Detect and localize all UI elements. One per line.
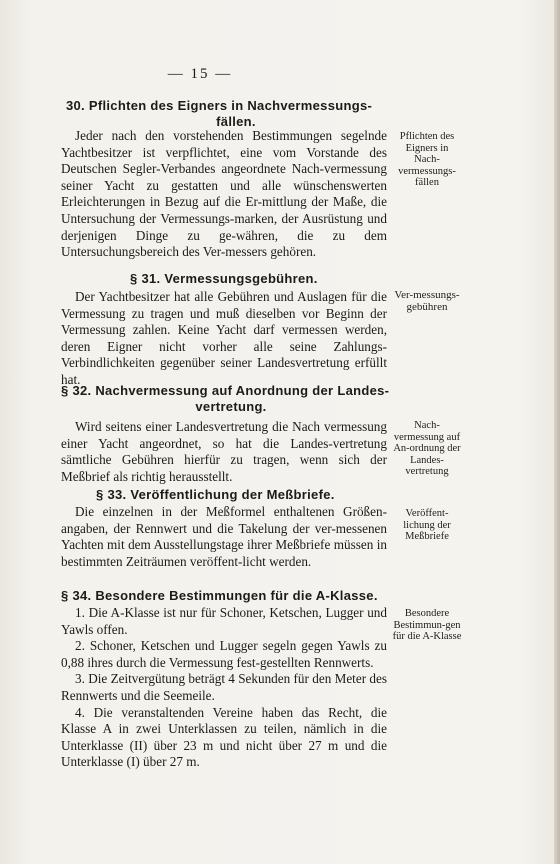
section-32-heading-line1: § 32. Nachvermessung auf Anordnung der Landes- <box>61 383 390 398</box>
section-34-item-2: 2. Schoner, Ketschen und Lugger segeln gegen Yawls zu 0,88 ihres durch die Vermessung fest-gestellten Rennwerts. <box>61 638 387 670</box>
section-33-margin-note: Veröffent-lichung der Meßbriefe <box>403 508 451 542</box>
section-31-heading: § 31. Vermessungsgebühren. <box>130 271 318 286</box>
section-32-heading <box>61 383 391 415</box>
section-30-heading-line2: fällen. <box>216 114 256 129</box>
section-30-heading-line1: 30. Pflichten des Eigners in Nachvermessungs- <box>66 98 373 113</box>
section-34-margin-note: Besondere Bestimmun-gen für die A-Klasse <box>392 608 462 642</box>
section-34-body <box>61 605 387 771</box>
section-34-heading: § 34. Besondere Bestimmungen für die A-Klasse. <box>61 588 378 603</box>
section-32-body <box>61 419 387 485</box>
section-31-paragraph: Der Yachtbesitzer hat alle Gebühren und Auslagen für die Vermessung zu tragen und muß dieselben vor Beginn der Vermessung zahlen. Keine Yacht darf vermessen werden, deren Eigner nicht vorher alle seine Zahlungs-Verbindlichkeiten gegenüber seiner Landesvertretung erfüllt hat. <box>61 289 387 387</box>
page-edge-shadow <box>554 0 560 864</box>
section-32-heading-line2: vertretung. <box>195 399 267 414</box>
section-34-item-4: 4. Die veranstaltenden Vereine haben das Recht, die Klasse A in zwei Unterklassen zu teilen, nämlich in die Unterklasse (II) über 23 m und nicht über 27 m und die Unterklasse (I) über 27 m. <box>61 704 387 770</box>
section-30-paragraph: Jeder nach den vorstehenden Bestimmungen segelnde Yachtbesitzer ist verpflichtet, eine vom Vorstande des Deutschen Segler-Verbandes angeordnete Nach-vermessung seiner Yacht zu gestatten und alle wünschenswerten Erleichterungen in Bezug auf die Er-mittlung der Maße, die Untersuchung der Vermessungs-marken, der Ausrüstung und derjenigen Dinge zu ge-währen, die zu dem Untersuchungsbereich des Ver-messers gehören. <box>61 128 387 260</box>
section-33-paragraph: Die einzelnen in der Meßformel enthaltenen Größen-angaben, der Rennwert und die Takelung der ver-messenen Yachten mit dem Ausstellungstage ihrer Meßbriefe müssen in bestimmten Zeiträumen veröffent-licht werden. <box>61 504 387 569</box>
section-31-body <box>61 289 387 389</box>
page-number: — 15 — <box>167 66 233 82</box>
section-32-margin-note: Nach-vermessung auf An-ordnung der Landes-vertretung <box>393 420 461 477</box>
section-30-body <box>61 128 387 261</box>
section-34-item-3: 3. Die Zeitvergütung beträgt 4 Sekunden für den Meter des Rennwerts und die Seemeile. <box>61 671 387 703</box>
section-30-heading <box>66 98 386 130</box>
section-30-margin-note: Pflichten des Eigners in Nach-vermessungs-fällen <box>398 131 456 188</box>
section-32-paragraph: Wird seitens einer Landesvertretung die Nach vermessung einer Yacht angeordnet, so hat die Landes-vertretung sämtliche Gebühren hierfür zu tragen, wenn sich der Meßbrief als richtig herausstellt. <box>61 419 387 484</box>
section-31-margin-note: Ver-messungs-gebühren <box>394 289 460 313</box>
section-34-item-1: 1. Die A-Klasse ist nur für Schoner, Ketschen, Lugger und Yawls offen. <box>61 605 387 637</box>
section-33-heading: § 33. Veröffentlichung der Meßbriefe. <box>96 487 335 502</box>
section-33-body <box>61 504 387 570</box>
